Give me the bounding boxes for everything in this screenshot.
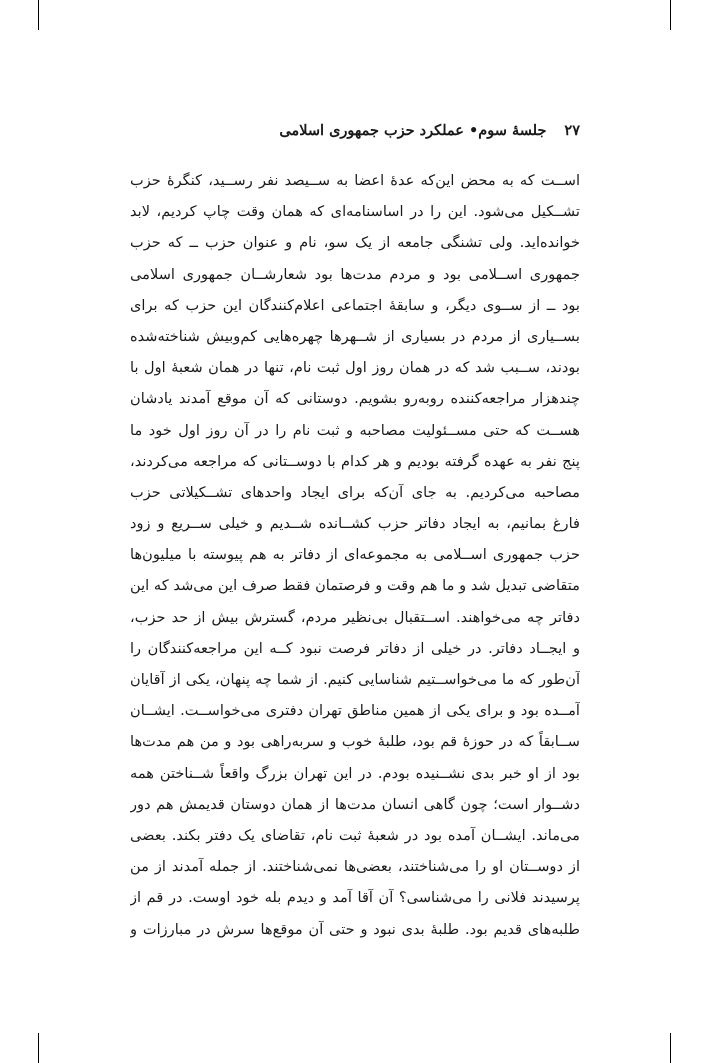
page-number: ۲۷ bbox=[564, 122, 580, 139]
text-line: تشــکیل می‌شود. این را در اساسنامه‌ای که همان وقت چاپ کردیم، لابد bbox=[130, 203, 580, 221]
text-line: بود از او خبر بدی نشــنیده بودم. در این تهران بزرگ واقعاً شــناختن همه bbox=[130, 764, 580, 782]
text-line: بودند، ســبب شد که در همان روز اول ثبت نام، تنها در همان شعبهٔ اول با bbox=[130, 359, 580, 377]
running-title: جلسهٔ سوم• عملکرد حزب جمهوری اسلامی bbox=[279, 122, 547, 139]
text-line: اســت که به محض این‌که عدهٔ اعضا به ســیصد نفر رســید، کنگرهٔ حزب bbox=[130, 172, 580, 189]
text-line: هســت که حتی مســئولیت مصاحبه و ثبت نام را در آن روز اول خود ما bbox=[130, 421, 580, 439]
crop-mark-bottom-right bbox=[670, 1033, 671, 1063]
running-header bbox=[130, 122, 580, 139]
text-line: متقاضی تبدیل شد و ما هم وقت و فرصتمان فقط صرف این می‌شد که این bbox=[130, 577, 580, 595]
text-line: طلبه‌های قدیم بود. طلبهٔ بدی نبود و حتی آن موقع‌ها سرش در مبارزات و bbox=[130, 920, 580, 938]
text-line: مصاحبه می‌کردیم. به جای آن‌که برای ایجاد واحدهای تشــکیلاتی حزب bbox=[130, 483, 580, 501]
text-line: جمهوری اســلامی بود و مردم مدت‌ها بود شعارشــان جمهوری اسلامی bbox=[130, 265, 580, 283]
text-line: چندهزار مراجعه‌کننده روبه‌رو بشویم. دوستانی که آن موقع آمدند یادشان bbox=[130, 390, 580, 408]
text-line: دفاتر چه می‌خواهند. اســتقبال بی‌نظیر مردم، گسترش بیش از حد حزب، bbox=[130, 608, 580, 626]
text-line: پنج نفر به عهده گرفته بودیم و هر کدام با دوســتانی که مراجعه می‌کردند، bbox=[130, 452, 580, 470]
body-text bbox=[130, 165, 580, 945]
crop-mark-top-right bbox=[670, 0, 671, 30]
text-line: ســابقاً که در حوزهٔ قم بود، طلبهٔ خوب و سربه‌راهی بود و من هم مدت‌ها bbox=[130, 733, 580, 751]
text-line: خوانده‌اید. ولی تشنگی جامعه از یک سو، نام و عنوان حزب ــ که حزب bbox=[130, 234, 580, 252]
text-line: آمــده بود و برای یکی از همین مناطق تهران دفتری می‌خواســت. ایشــان bbox=[130, 702, 580, 720]
text-line: آن‌طور که ما می‌خواســتیم شناسایی کنیم. از شما چه پنهان، یکی از آقایان bbox=[130, 671, 580, 688]
text-line: بود ــ از ســوی دیگر، و سابقهٔ اجتماعی اعلام‌کنندگان این حزب که برای bbox=[130, 296, 580, 314]
text-line: بســیاری از مردم در بسیاری از شــهرها چهره‌هایی کم‌وبیش شناخته‌شده bbox=[130, 327, 580, 345]
text-line: می‌ماند. ایشــان آمده بود در شعبهٔ ثبت نام، تقاضای یک دفتر بکند. بعضی bbox=[130, 826, 580, 844]
crop-mark-top-left bbox=[38, 0, 39, 30]
text-line: پرسیدند فلانی را می‌شناسی؟ آن آقا آمد و دیدم بله خود اوست. در قم از bbox=[130, 889, 580, 907]
text-line: از دوســتان او را می‌شناختند، بعضی‌ها نمی‌شناختند. از جمله آمدند از من bbox=[130, 858, 580, 876]
crop-mark-bottom-left bbox=[38, 1033, 39, 1063]
text-line: دشــوار است؛ چون گاهی انسان مدت‌ها از همان دوستان قدیمش هم دور bbox=[130, 795, 580, 813]
text-line: حزب جمهوری اســلامی به مجموعه‌ای از دفاتر به هم پیوسته با میلیون‌ها bbox=[130, 546, 580, 564]
text-line: فارغ بمانیم، به ایجاد دفاتر حزب کشــانده شــدیم و خیلی ســریع و زود bbox=[130, 515, 580, 533]
text-line: و ایجــاد دفاتر. در خیلی از دفاتر فرصت نبود کــه این مراجعه‌کنندگان را bbox=[130, 639, 580, 657]
